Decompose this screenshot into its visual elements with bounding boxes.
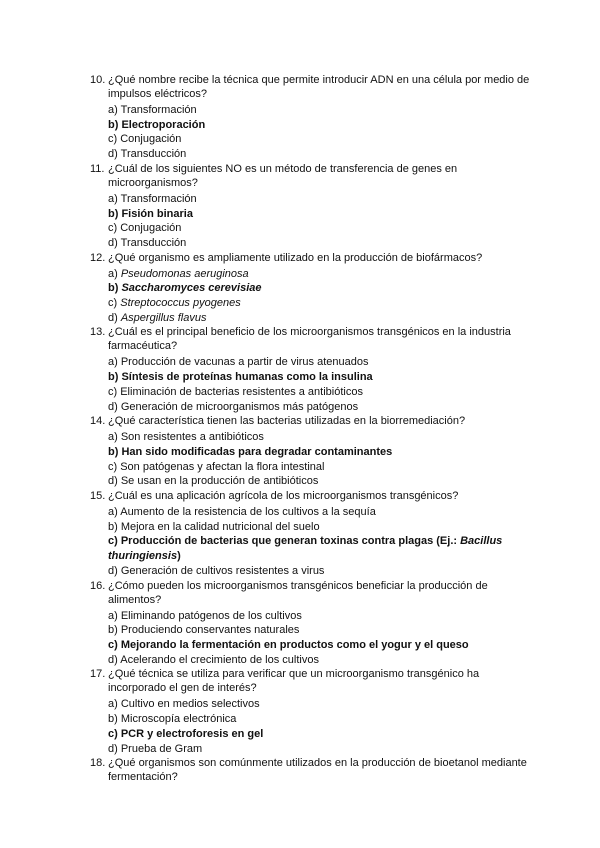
- answer-option: a) Transformación: [108, 192, 197, 205]
- correct-answer-option: [108, 534, 530, 563]
- option-prefix: b): [108, 282, 122, 295]
- option-prefix: c) Producción de bacterias que generan toxinas contra plagas (Ej.:: [108, 535, 461, 548]
- question-text: ¿Qué organismo es ampliamente utilizado en la producción de biofármacos?: [108, 251, 483, 264]
- species-name: Bacillus thuringiensis: [108, 535, 503, 563]
- correct-answer-option: b) Síntesis de proteínas humanas como la insulina: [108, 371, 373, 384]
- question-number: 13.: [90, 326, 106, 339]
- option-prefix: c): [108, 297, 121, 310]
- answer-option: c) Son patógenas y afectan la flora intestinal: [108, 460, 325, 473]
- question-text: ¿Cómo pueden los microorganismos transgénicos beneficiar la producción de alimentos?: [108, 579, 488, 606]
- question-number: 12.: [90, 251, 106, 264]
- question-text: ¿Qué característica tienen las bacterias utilizadas en la biorremediación?: [108, 415, 466, 428]
- answer-options: [108, 697, 530, 756]
- question-number: 17.: [90, 668, 106, 681]
- option-prefix: a): [108, 267, 121, 280]
- species-name: Aspergillus flavus: [120, 311, 207, 324]
- answer-options: [108, 355, 530, 414]
- answer-option: c) Conjugación: [108, 133, 182, 146]
- question-text: ¿Cuál es el principal beneficio de los microorganismos transgénicos en la industria farmacéutica?: [108, 326, 511, 353]
- answer-option: d) Generación de cultivos resistentes a virus: [108, 564, 325, 577]
- question-number: 15.: [90, 490, 106, 503]
- species-name: Pseudomonas aeruginosa: [120, 267, 249, 280]
- answer-option: [108, 267, 530, 282]
- question-text: ¿Cuál es una aplicación agrícola de los microorganismos transgénicos?: [108, 490, 459, 503]
- question-text: ¿Qué nombre recibe la técnica que permite introducir ADN en una célula por medio de impulsos eléctricos?: [108, 74, 530, 100]
- answer-option: d) Transducción: [108, 236, 187, 249]
- answer-option: d) Generación de microorganismos más patógenos: [108, 400, 359, 413]
- question-block: [90, 756, 530, 784]
- correct-answer-option: c) Mejorando la fermentación en productos como el yogur y el queso: [108, 638, 469, 651]
- answer-option: d) Acelerando el crecimiento de los cultivos: [108, 653, 319, 666]
- correct-answer-option: c) PCR y electroforesis en gel: [108, 727, 264, 740]
- question-number: 18.: [90, 757, 106, 770]
- answer-option: c) Conjugación: [108, 222, 182, 235]
- question-text: ¿Qué técnica se utiliza para verificar que un microorganismo transgénico ha incorporado el gen de interés?: [108, 668, 480, 695]
- question-number: 16.: [90, 579, 106, 592]
- answer-option: d) Prueba de Gram: [108, 742, 203, 755]
- question-block: [90, 579, 530, 668]
- question-block: [90, 325, 530, 414]
- answer-option: [108, 296, 530, 311]
- species-name: Streptococcus pyogenes: [120, 297, 241, 310]
- option-suffix: ): [177, 550, 181, 563]
- question-block: [90, 73, 530, 162]
- question-list: [90, 73, 530, 786]
- answer-option: b) Mejora en la calidad nutricional del suelo: [108, 520, 320, 533]
- correct-answer-option: b) Han sido modificadas para degradar contaminantes: [108, 445, 393, 458]
- question-block: [90, 251, 530, 326]
- answer-option: b) Microscopía electrónica: [108, 713, 237, 726]
- answer-option: a) Transformación: [108, 104, 197, 116]
- answer-option: [108, 311, 530, 326]
- answer-options: [108, 267, 530, 326]
- correct-answer-option: [108, 281, 530, 296]
- question-block: [90, 162, 530, 251]
- answer-option: b) Produciendo conservantes naturales: [108, 624, 300, 637]
- answer-option: d) Se usan en la producción de antibióticos: [108, 475, 319, 488]
- species-name: Saccharomyces cerevisiae: [121, 282, 262, 295]
- answer-option: a) Eliminando patógenos de los cultivos: [108, 609, 302, 622]
- question-number: 11.: [90, 162, 105, 175]
- answer-options: [108, 192, 530, 251]
- question-number: 10.: [90, 74, 106, 86]
- question-text: ¿Qué organismos son comúnmente utilizados en la producción de bioetanol mediante fermentación?: [108, 757, 527, 784]
- answer-option: a) Producción de vacunas a partir de virus atenuados: [108, 356, 369, 369]
- answer-option: a) Cultivo en medios selectivos: [108, 698, 260, 711]
- answer-option: a) Son resistentes a antibióticos: [108, 431, 264, 444]
- question-text: ¿Cuál de los siguientes NO es un método de transferencia de genes en microorganismos?: [108, 162, 458, 189]
- answer-option: a) Aumento de la resistencia de los cultivos a la sequía: [108, 506, 376, 519]
- correct-answer-option: b) Electroporación: [108, 118, 206, 131]
- answer-option: d) Transducción: [108, 148, 187, 161]
- answer-options: [108, 505, 530, 579]
- question-number: 14.: [90, 415, 106, 428]
- answer-options: [108, 609, 530, 668]
- question-block: [90, 667, 530, 756]
- question-block: [90, 414, 530, 489]
- correct-answer-option: b) Fisión binaria: [108, 207, 193, 220]
- answer-option: c) Eliminación de bacterias resistentes a antibióticos: [108, 385, 363, 398]
- answer-options: [108, 430, 530, 489]
- option-prefix: d): [108, 311, 121, 324]
- answer-options: [108, 103, 530, 162]
- question-block: [90, 489, 530, 579]
